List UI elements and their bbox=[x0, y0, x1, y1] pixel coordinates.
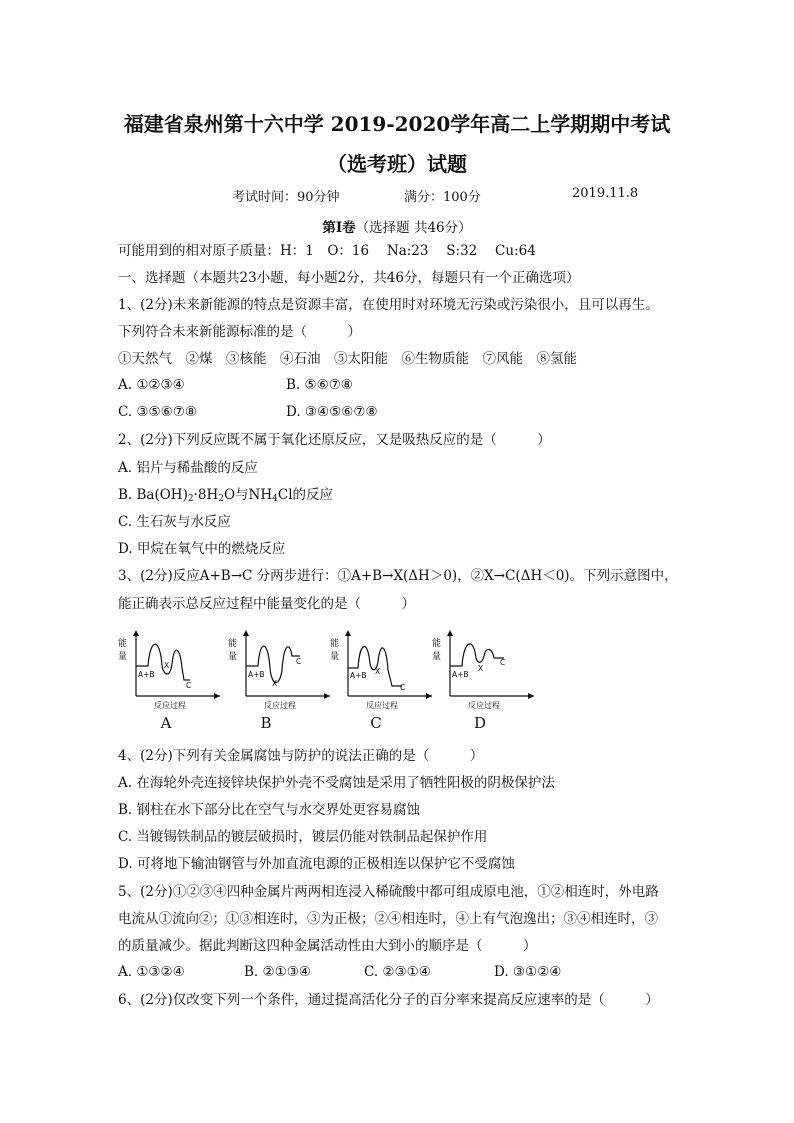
energy-diagram-label-b: B bbox=[260, 714, 272, 732]
q1-stem-line2: 下列符合未来新能源标准的是（ ） bbox=[118, 324, 361, 340]
exam-title-line1: 福建省泉州第十六中学 2019-2020学年高二上学期期中考试 bbox=[123, 112, 671, 136]
exam-time: 考试时间：90分钟 bbox=[232, 190, 340, 205]
svg-text:C: C bbox=[400, 683, 406, 692]
q1-option-b: B. ⑤⑥⑦⑧ bbox=[286, 377, 353, 393]
section1-heading: 一、选择题（本题共23小题，每小题2分，共46分，每题只有一个正确选项） bbox=[118, 270, 580, 286]
q5-option-c: C. ②③①④ bbox=[364, 964, 431, 980]
volume-heading-rest: （选择题 共46分） bbox=[355, 220, 472, 236]
svg-text:能: 能 bbox=[118, 639, 128, 649]
q2-option-b-sub: 2 bbox=[187, 494, 194, 504]
volume-heading-bold: 第Ⅰ卷 bbox=[322, 220, 356, 236]
q2-option-d: D. 甲烷在氧气中的燃烧反应 bbox=[118, 541, 286, 557]
energy-diagram-label-c: C bbox=[370, 714, 382, 732]
q2-option-b-part: B. Ba(OH) bbox=[118, 487, 188, 503]
q2-option-c: C. 生石灰与水反应 bbox=[118, 514, 231, 530]
energy-diagram-a bbox=[116, 628, 226, 710]
energy-diagram-d bbox=[430, 628, 540, 710]
q3-stem-line2: 能正确表示总反应过程中能量变化的是（ ） bbox=[118, 596, 415, 612]
q2-stem: 2、(2分)下列反应既不属于氧化还原反应，又是吸热反应的是（ ） bbox=[118, 432, 551, 448]
svg-text:量: 量 bbox=[330, 652, 340, 662]
q5-option-a: A. ①③②④ bbox=[118, 964, 185, 980]
q2-option-b-part: Cl的反应 bbox=[277, 487, 334, 503]
svg-text:量: 量 bbox=[118, 652, 128, 662]
q1-option-c: C. ③⑤⑥⑦⑧ bbox=[118, 404, 197, 420]
svg-text:反应过程: 反应过程 bbox=[468, 701, 500, 710]
q4-option-a: A. 在海轮外壳连接锌块保护外壳不受腐蚀是采用了牺牲阳极的阴极保护法 bbox=[118, 775, 555, 791]
svg-text:C: C bbox=[500, 658, 506, 667]
svg-text:X: X bbox=[272, 679, 278, 688]
svg-text:能: 能 bbox=[432, 639, 442, 649]
svg-text:C: C bbox=[186, 681, 192, 690]
svg-text:X: X bbox=[375, 667, 381, 676]
exam-title-line2: （选考班）试题 bbox=[327, 152, 467, 176]
q5-stem-line2: 电流从①流向②；①③相连时，③为正极；②④相连时，④上有气泡逸出；③④相连时，③ bbox=[118, 911, 658, 927]
svg-text:量: 量 bbox=[228, 652, 238, 662]
svg-text:A+B: A+B bbox=[350, 671, 367, 680]
q1-option-a: A. ①②③④ bbox=[118, 377, 185, 393]
q5-stem-line3: 的质量减少。据此判断这四种金属活动性由大到小的顺序是（ ） bbox=[118, 938, 537, 954]
svg-text:C: C bbox=[296, 657, 302, 666]
q6-stem: 6、(2分)仅改变下列一个条件，通过提高活化分子的百分率来提高反应速率的是（ ） bbox=[118, 992, 659, 1008]
svg-text:反应过程: 反应过程 bbox=[366, 701, 398, 710]
svg-text:能: 能 bbox=[228, 639, 238, 649]
q5-option-d: D. ③①②④ bbox=[494, 964, 562, 980]
svg-text:能: 能 bbox=[330, 639, 340, 649]
svg-text:反应过程: 反应过程 bbox=[154, 701, 186, 710]
q3-stem-line1: 3、(2分)反应A+B→C 分两步进行：①A+B→X(ΔH＞0)，②X→C(ΔH＜0)。下列示意图中， bbox=[118, 568, 678, 584]
q4-option-b: B. 钢柱在水下部分比在空气与水交界处更容易腐蚀 bbox=[118, 802, 421, 818]
svg-text:A+B: A+B bbox=[138, 670, 155, 679]
q5-option-b: B. ②①③④ bbox=[244, 964, 311, 980]
atomic-masses: 可能用到的相对原子质量：H：1 O：16 Na:23 S:32 Cu:64 bbox=[118, 243, 536, 259]
svg-text:反应过程: 反应过程 bbox=[264, 701, 296, 710]
svg-text:X: X bbox=[164, 661, 170, 670]
energy-diagram-c bbox=[328, 628, 438, 710]
svg-text:A+B: A+B bbox=[248, 670, 265, 679]
q1-stem-line1: 1、(2分)未来新能源的特点是资源丰富，在使用时对环境无污染或污染很小，且可以再生。 bbox=[118, 297, 659, 313]
q4-stem: 4、(2分)下列有关金属腐蚀与防护的说法正确的是（ ） bbox=[118, 748, 484, 764]
volume-heading bbox=[0, 216, 794, 236]
q2-option-b-sub: 4 bbox=[272, 494, 278, 504]
q4-option-c: C. 当镀锡铁制品的镀层破损时，镀层仍能对铁制品起保护作用 bbox=[118, 829, 488, 845]
svg-text:A+B: A+B bbox=[452, 670, 469, 679]
q5-stem-line1: 5、(2分)①②③④四种金属片两两相连浸入稀硫酸中都可组成原电池，①②相连时，外电路 bbox=[118, 884, 659, 900]
energy-diagram-label-d: D bbox=[473, 714, 487, 732]
q2-option-a: A. 铝片与稀盐酸的反应 bbox=[118, 460, 258, 476]
q4-option-d: D. 可将地下输油钢管与外加直流电源的正极相连以保护它不受腐蚀 bbox=[118, 856, 515, 872]
energy-diagram-b bbox=[226, 628, 336, 710]
q2-option-b-part: O与NH bbox=[223, 487, 273, 503]
exam-date: 2019.11.8 bbox=[572, 186, 639, 201]
svg-text:X: X bbox=[478, 664, 484, 673]
q2-option-b-sub: 2 bbox=[218, 494, 224, 504]
q1-items: ①天然气 ②煤 ③核能 ④石油 ⑤太阳能 ⑥生物质能 ⑦风能 ⑧氢能 bbox=[118, 351, 577, 367]
energy-diagram-label-a: A bbox=[160, 714, 172, 732]
exam-score: 满分：100分 bbox=[404, 190, 481, 205]
q1-option-d: D. ③④⑤⑥⑦⑧ bbox=[286, 404, 378, 420]
svg-text:量: 量 bbox=[432, 652, 442, 662]
q2-option-b-part: ·8H bbox=[193, 487, 219, 503]
q2-option-b bbox=[118, 486, 333, 504]
